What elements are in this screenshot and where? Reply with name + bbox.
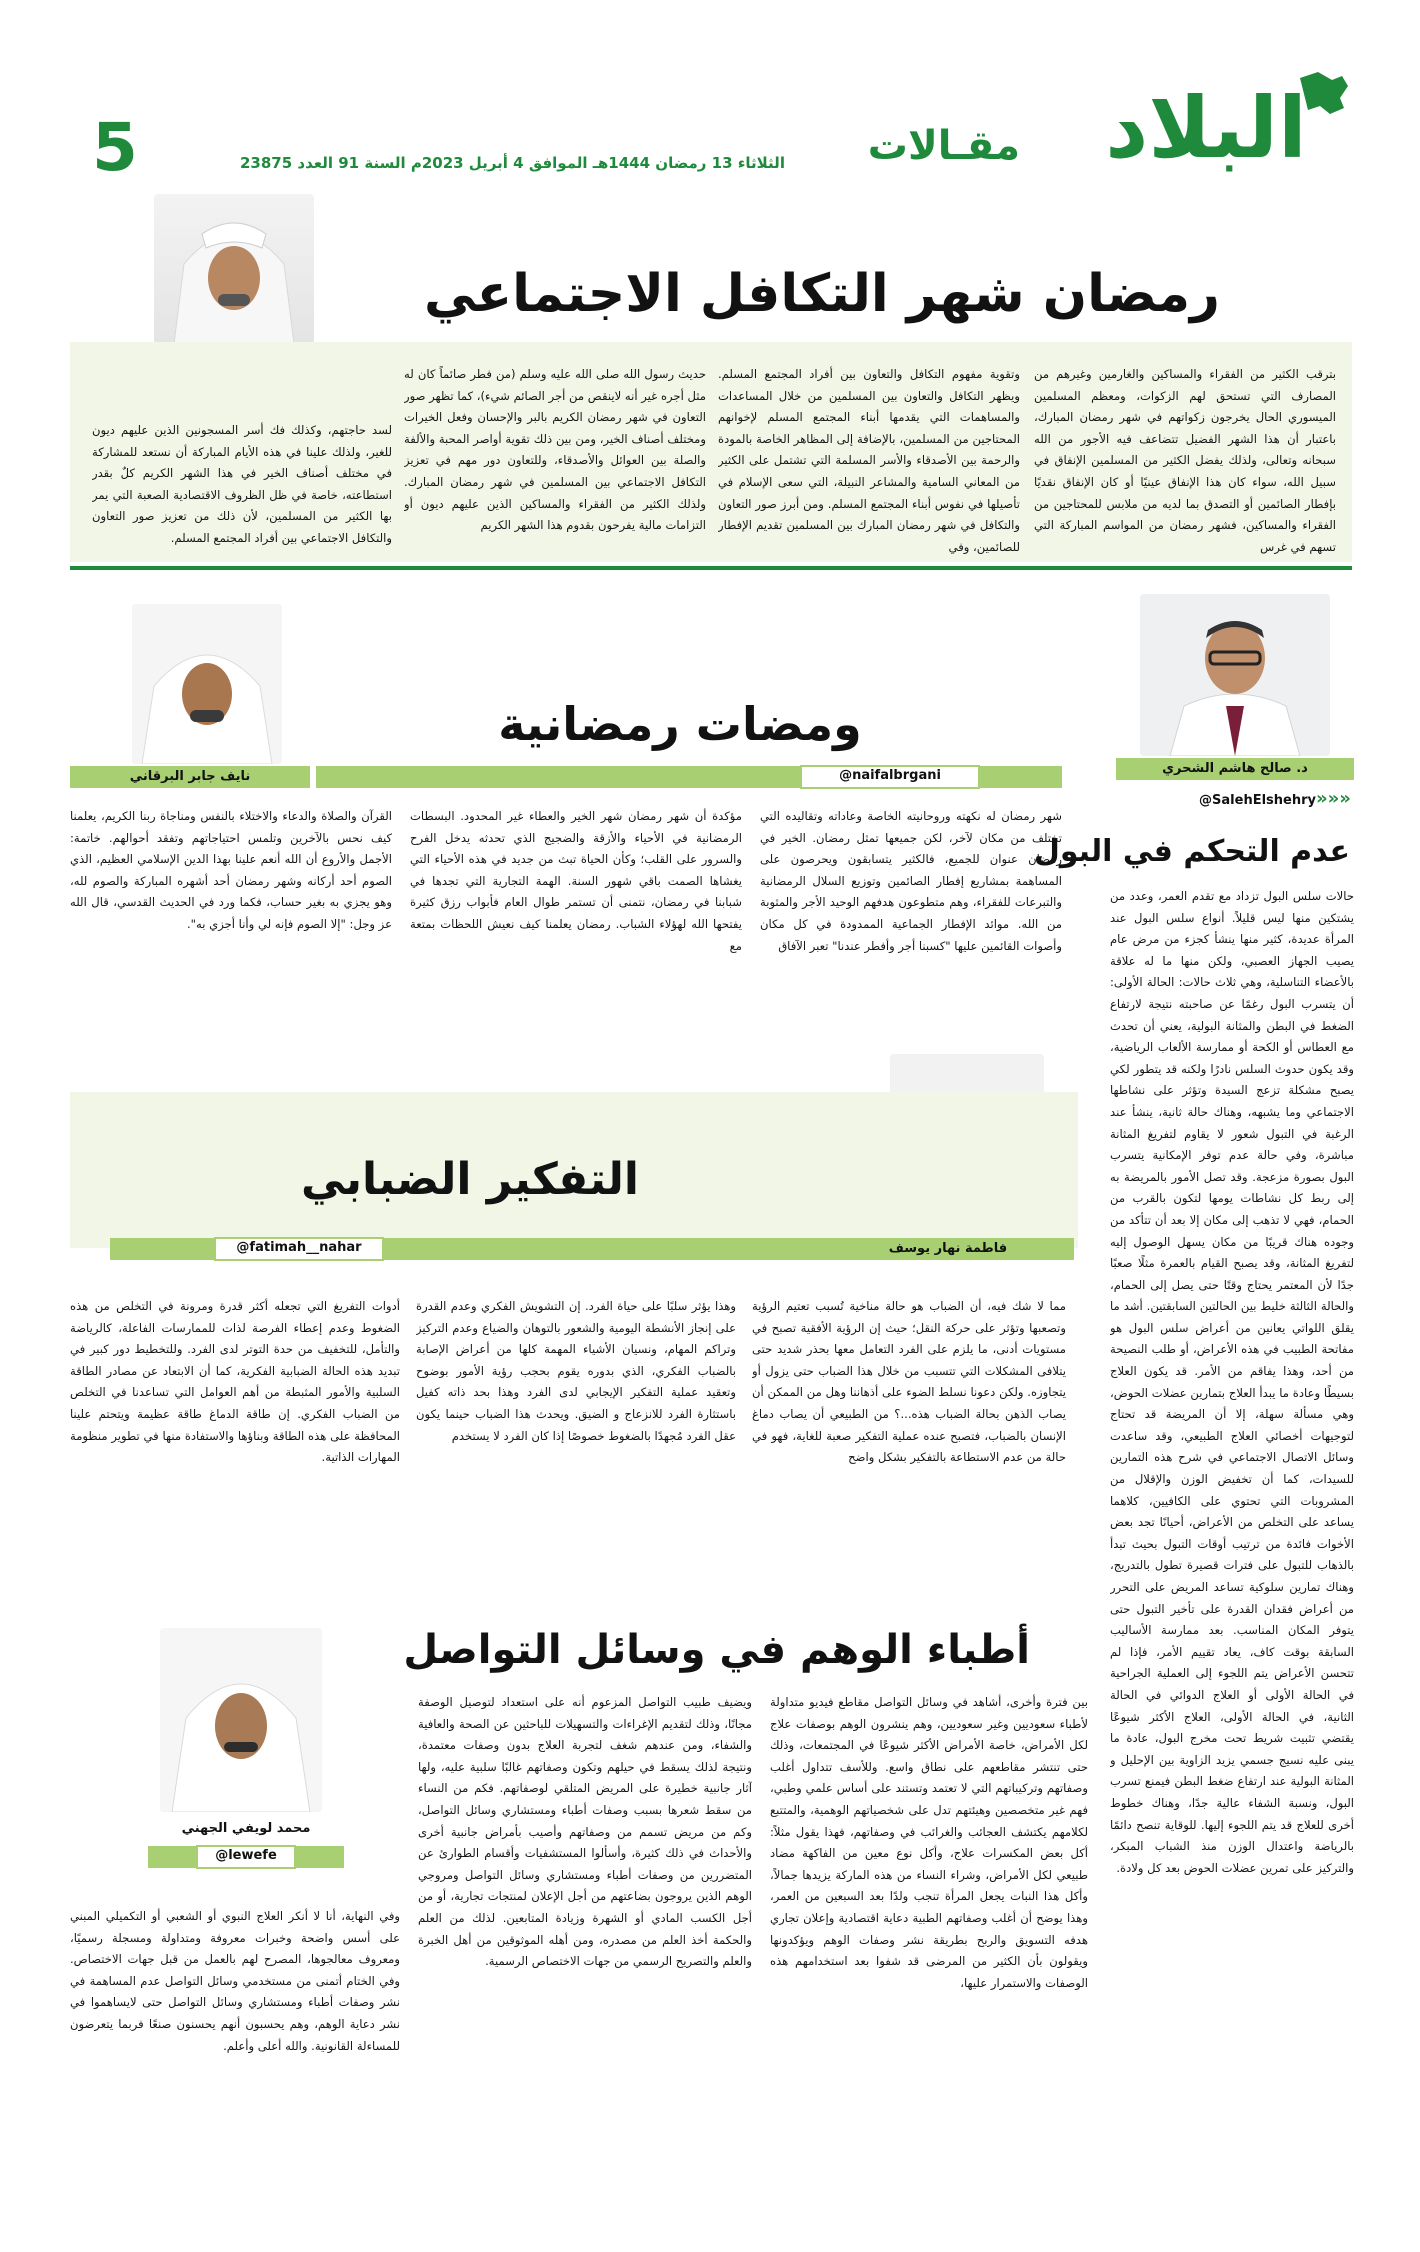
body-column: لسد حاجتهم، وكذلك فك أسر المسجونين الذين عليهم ديون للغير، ولذلك علينا في هذه الأيام المباركة أن نستعد للمشاركة في مختلف أصناف الخير في هذا الشهر الكريم كلٌ بقدر استطاعته، خاصة في ظل الظروف الاقتصادية الصعبة التي يمر بها الكثير من المسلمين، لأن ذلك من تعزيز صور التعاون والتكافل الاجتماعي بين أفراد المجتمع المسلم. [92,423,392,545]
author-name: فاطمة نهار يوسف [888,1241,1008,1256]
author-name: نايف جابر البرقاني [70,766,310,788]
author-handle[interactable]: @SalehElshehry [1199,793,1316,808]
article-title: رمضان شهر التكافل الاجتماعي [424,264,1220,324]
article-title: ومضات رمضانية [498,697,862,751]
body-column: شهر رمضان له نكهته وروحانيته الخاصة وعاداته وتقاليده التي تختلف من مكان لآخر، لكن جميعها تمثل رمضان. الخير في رمضان عنوان للجميع، فالكثير يتسابقون ويحرصون على المساهمة بمشاريع إفطار الصائمين وتوزيع السلال الرمضانية والتبرعات للفقراء، وهم متطوعون هدفهم الوحيد الأجر والمثوبة من الله. موائد الإفطار الجماعية الممدودة في كل مكان وأصوات القائمين عليها "كسبنا أجر وأفطر عندنا" تعبر الآفاق [760,809,1062,953]
body-column: وهذا يؤثر سلبًا على حياة الفرد. إن التشويش الفكري وعدم القدرة على إنجاز الأنشطة اليومية والشعور بالتوهان والضياع وعدم التركيز وتراكم المهام، ونسيان الأشياء المهمة كلها من أعراض الإصابة بالضباب الفكري، الذي بدوره يقوم بحجب رؤية الأمور بوضوح وتعقيد عملية التفكير الإيجابي لدى الفرد وهذا بحد ذاته كفيل باستثارة الفرد للانزعاج و الضيق. ويحدث هذا الضباب حينما يكون عقل الفرد مُجهدًا بالضغوط خصوصًا إذا كان الفرد لا يستخدم [416,1299,736,1443]
body-column: حديث رسول الله صلى الله عليه وسلم (من فطر صائماً كان له مثل أجره غير أنه لاينقص من أجر الصائم شيء)، كما تظهر صور التعاون في شهر رمضان الكريم بالبر والإحسان وفعل الخيرات ومختلف أصناف الخير، ومن بين ذلك تقوية أواصر المحبة والألفة والصلة بين العوائل والأصدقاء، وللتعاون دور مهم في تعزيز التكافل الاجتماعي بين المسلمين في شهر رمضان المبارك. ولذلك الكثير من الفقراء والمساكين الذين عليهم ديون أو التزامات مالية يفرحون بقدوم هذا الشهر الكريم [404,367,706,533]
body-column: وفي النهاية، أنا لا أنكر العلاج النبوي أو الشعبي أو التكميلي المبني على أسس واضحة وخبرات معروفة ومتداولة ومسجلة رسميًا، ومعروف معالجوها، المصرح لهم بالعمل من قبل جهات الاختصاص. وفي الختام أتمنى من مستخدمي وسائل التواصل عدم المساهمة في نشر وصفات أطباء ومستشاري وسائل التواصل حتى لايساهموا في نشر دعاية الوهم، وهم يحسبون أنهم يحسنون صنعًا فربما يتعرضون للمساءلة القانونية. والله أعلى وأعلم. [70,1909,400,2053]
author-photo [154,194,314,344]
body-column: بين فترة وأخرى، أشاهد في وسائل التواصل مقاطع فيديو متداولة لأطباء سعوديين وغير سعوديين، وهم ينشرون الوهم بوصفات علاج لكل الأمراض، خاصة الأمراض الأكثر شيوعًا في المجتمعات، وذلك حتى تنتشر مقاطعهم على نطاق واسع. وللأسف تتداول أغلب وصفاتهم وتركيباتهم التي لا تعتمد وتستند على أساس علمي وطبي، فهم غير متخصصين وهيئتهم تدل على شخصياتهم الوهمية، والمتتبع لكلامهم يكتشف العجائب والغرائب في وصفاتهم، فهذا يقول مثلاً: أكل بعض المكسرات علاج، وأكل نوع معين من الفاكهة مضاد طبيعي لكل الأمراض، وشراء النساء من هذه الماركة يزيدها جمالاً، وأكل هذا النبات يجعل المرأة تنجب ولدًا بعد السبعين من العمر، وهذا يوضح أن أغلب وصفاتهم الطبية دعاية اقتصادية وإعلان تجاري هدفه التسويق والربح بطريقة نشر وصفات الوهم ويؤكدونها ويقولون بأن الكثير من المرضى قد شفوا بعد استخدامهم هذه الوصفات والاستمرار عليها، [770,1695,1088,1990]
section-divider [70,566,1352,570]
author-handle[interactable]: @fatimah__nahar [214,1237,384,1261]
body-column: ويضيف طبيب التواصل المزعوم أنه على استعداد لتوصيل الوصفة مجانًا، وذلك لتقديم الإغراءات والتسهيلات للباحثين عن الصحة والعافية والشفاء، ومن عندهم شغف لتجربة العلاج بدون وصفات معتمدة، ونتيجة لذلك يسقط في حيلهم وتكون وصفاتهم غالبًا سلبية عليه، ولها آثار جانبية خطيرة على المريض المتلقي لوصفاتهم. فكم من النساء من سقط شعرها بسبب وصفات أطباء ومستشاري وسائل التواصل، وكم من مريض تسمم من وصفاتهم وأصيب بأمراض جانبية أخرى والأحداث في ذلك كثيرة، وأسألوا المستشفيات وأقسام الطوارئ عن المتضررين من وصفات أطباء ومستشاري وسائل التواصل ومروجي الوهم الذين يروجون بضاعتهم من أجل الإعلان لمنتجات تجارية، أو من أجل الكسب المادي أو الشهرة وزيادة المتابعين. لذلك من العلم والحكمة أخذ العلم من مصدره، ومن أهله الموثوقين من أهل الخبرة والعلم والتصريح الرسمي من جهات الاختصاص الرسمية. [418,1695,752,1969]
logo [1050,70,1362,182]
author-handle[interactable]: @naifalbrgani [800,765,980,789]
author-name: د. صالح هاشم الشحري [1116,758,1354,780]
article-title: التفكير الضبابي [301,1154,639,1205]
body-column: حالات سلس البول تزداد مع تقدم العمر، وعدد من يشتكين منها ليس قليلاً. أنواع سلس البول عند المرأة عديدة، كثير منها ينشأ كجزء من مرض عام يصيب الجهاز العصبي، ولكن منها ما له علاقة بالأعضاء التناسلية، وهي ثلاث حالات: الحالة الأولى: أن يتسرب البول رغمًا عن صاحبته نتيجة لارتفاع الضغط في البطن والمثانة البولية، يعني أن تحدث مع العطاس أو الكحة أو ممارسة الألعاب الرياضية، وقد يكون حدوث السلس نادرًا ولكنه قد يتطور لكي يصبح مشكلة تزعج السيدة وتؤثر على نشاطها الاجتماعي وما يشبهه، وهناك حالة ثانية، ينشأ عند الرغبة في التبول شعور لا يقاوم لتفريغ المثانة مباشرة، وفي حالة عدم توفر الإمكانية يتسرب البول بصورة مزعجة. وقد تصل الأمور بالمريضة به إلى ربط كل نشاطات يومها لتكون بالقرب من الحمام، فهي لا تذهب إلى مكان إلا بعد أن تتأكد من وجوده هناك قريبًا من مكان يسهل الوصول إليه لتفريغ المثانة، وقد يصبح القيام بالعمرة مثلًا صعبًا جدًا لأن المعتمر يحتاج وقتًا حتى يصل إلى الحمام، والحالة الثالثة خليط بين الحالتين السابقتين. أشد ما يقلق اللواتي يعانين من أعراض سلس البول هو مفاتحة الطبيب في هذه الأعراض، أو طلب النصيحة من أحد، وهذا يفاقم من الأمر. قد يكون العلاج بسيطًا وعادة ما يبدأ العلاج بتمارين عضلات الحوض، وهي مسألة سهلة، إلا أن المريضة قد تحتاج لتوجيهات أخصائي العلاج الطبيعي، وقد ساعدت وسائل الاتصال الاجتماعي في شرح هذه التمارين للسيدات، كما أن تخفيض الوزن والإقلال من المشروبات التي تحتوي على الكافيين، كلاهما يساعد على التخلص من الأعراض، أحيانًا تجد بعض الأخوات فائدة من ترتيب أوقات التبول بحيث تبدأ بالذهاب للتبول على فترات قصيرة تطول بالتدريج، وهناك تمارين سلوكية تساعد المريض على التحرر من أعراض فقدان القدرة على تأخير التبول حتى يتوفر المكان المناسب. بعد ممارسة الأساليب السابقة بوقت كاف، يعاد تقييم الأمر، فإذا لم تتحسن الأعراض يتم اللجوء إلى العملية الجراحية في الحالة الأولى أو العلاج الدوائي في الحالة الثانية، في الحالة الأولى، العلاج الأكثر شيوعًا يقتضي تثبيت شريط تحت مخرج البول، عادة ما يبنى عليه نسيج جسمي يزيد الزاوية بين الإحليل و المثانة البولية عند ارتفاع ضغط البطن فيمنع تسرب البول، ونسبة الشفاء عالية جدًا، وهناك خطوط أخرى للعلاج قد يتم اللجوء إليها. للوقاية تنصح دائمًا بالرياضة واعتدال الوزن منذ الشباب المبكر، والتركيز على تمرين عضلات الحوض بعد كل ولادة. [1110,889,1354,1875]
section-title: مقـالات [867,123,1020,169]
author-photo [1140,594,1330,756]
author-photo [160,1628,322,1812]
body-column: وتقوية مفهوم التكافل والتعاون بين أفراد المجتمع المسلم. ويظهر التكافل والتعاون بين المسلمين من خلال المساعدات والمساهمات التي يقدمها أبناء المجتمع المسلم لإخوانهم المحتاجين من المسلمين، بالإضافة إلى المظاهر الخاصة بالمودة والرحمة بين الأصدقاء والأسر المسلمة التي تشتمل على الكثير من المعاني السامية والمشاعر النبيلة، التي سعى الإسلام في تأصيلها في نفوس أبناء المجتمع المسلم. ومن أبرز صور التعاون والتكافل في شهر رمضان المبارك بين المسلمين تقديم الإفطار للصائمين، وفي [718,367,1020,554]
body-column: مما لا شك فيه، أن الضباب هو حالة مناخية تُسبب تعتيم الرؤية وتصعبها وتؤثر على حركة النقل؛ حيث إن الرؤية الأفقية تصبح في مستويات أدنى، ما يلزم على الفرد التعامل معها بحذر شديد حتى يتلافى المشكلات التي تتسبب من خلال هذا الضباب حتى يزول أو يتجاوزه. ولكن دعونا نسلط الضوء على أذهاننا وهل من الممكن أن يصاب الذهن بحالة الضباب هذه...؟ من الطبيعي أن يصاب دماغ الإنسان بالضباب، فتصبح عنده عملية التفكير صعبة للغاية، فهو في حالة من عدم الاستطاعة بالتفكير بشكل واضح [752,1299,1066,1465]
author-photo [132,604,282,764]
body-column: أدوات التفريغ التي تجعله أكثر قدرة ومرونة في التخلص من هذه الضغوط وعدم إعطاء الفرصة لذات للممارسات الفاعلة، كالرياضة والتأمل، للتخفيف من حدة التوتر لدى الفرد. وللتخطيط دور كبير في تبديد هذه الحالة الضبابية الفكرية، كما أن الابتعاد عن مصادر الطاقة السلبية والأمور المثبطة من أهم العوامل التي تساعدنا في التخلص من الضباب الفكري. إن طاقة الدماغ طاقة عظيمة ويتحتم علينا المحافظة على هذه الطاقة وبناؤها والاستفادة منها في تطوير منظومة المهارات الذاتية. [70,1299,400,1465]
logo-text: البلاد [1105,79,1307,177]
body-column: القرآن والصلاة والدعاء والاختلاء بالنفس ومناجاة ربنا الكريم، يعلمنا كيف نحس بالآخرين وتلمس احتياجاتهم وتفقد أحوالهم. خاتمة: الأجمل والأروع أن الله أنعم علينا بهذا الدين الإسلامي العظيم، الذي الصوم أحد أركانه وشهر رمضان أحد أشهره المباركة والصوم لله، وهو يجزي به بغير حساب، فكما ورد في الحديث القدسي، قال الله عز وجل: "إلا الصوم فإنه لي وأنا أجزي به". [70,809,392,931]
body-column: بترقب الكثير من الفقراء والمساكين والغارمين وغيرهم من المصارف التي تستحق لهم الزكوات، ومعظم المسلمين الميسوري الحال يخرجون زكواتهم في شهر رمضان المبارك، باعتبار أن هذا الشهر الفضيل تتضاعف فيه الأجور من الله سبحانه وتعالى، ولذلك يفضل الكثير من المسلمين الإنفاق في سبيل الله، سواء كان هذا الإنفاق عينيًا أو كان الإنفاق نقديًا بإفطار الصائمين أو التصدق بما لديه من ملابس للمحتاجين من الفقراء والمساكين، فشهر رمضان من المواسم المباركة التي تسهم في غرس [1034,367,1336,554]
author-name: محمد لويفي الجهني [181,1821,311,1836]
author-handle[interactable]: @lewefe [196,1845,296,1869]
article-title: أطباء الوهم في وسائل التواصل [403,1627,1030,1673]
chevrons-icon: ««« [1316,788,1351,809]
page-number: 5 [92,109,138,186]
body-column: مؤكدة أن شهر رمضان شهر الخير والعطاء غير المحدود. البسطات الرمضانية في الأحياء والأزقة والضجيج الذي تحدثه يدخل الفرح والسرور على القلب؛ وكأن الحياة تبث من جديد في هذه الأحياء التي يغشاها الصمت باقي شهور السنة. الهمة التجارية التي تجدها في شبابنا في رمضان، نتمنى أن تستمر طوال العام فأبواب رزق كثيرة يفتحها الله لهؤلاء الشباب. رمضان يعلمنا كيف نعيش اللحظات بمتعة مع [410,809,742,953]
article-title: عدم التحكم في البول [1033,834,1350,869]
date-line: الثلاثاء 13 رمضان 1444هـ الموافق 4 أبريل 2023م السنة 91 العدد 23875 [240,154,785,172]
